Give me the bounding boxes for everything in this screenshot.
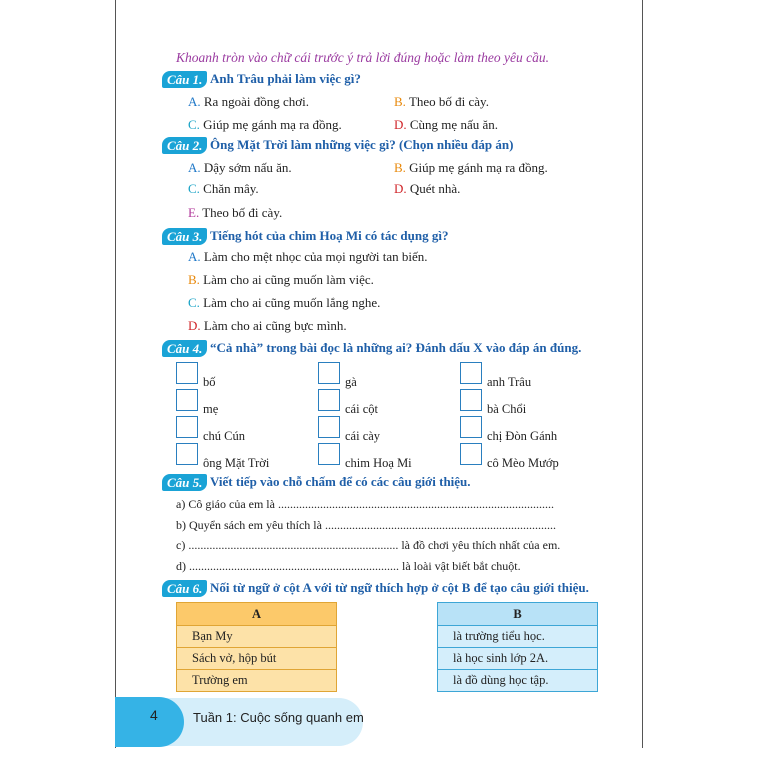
question-4-text: “Cả nhà” trong bài đọc là những ai? Đánh dấu X vào đáp án đúng. <box>210 340 582 355</box>
label-anh-trau: anh Trâu <box>487 375 532 389</box>
q3-option-d[interactable]: D. Làm cho ai cũng bực mình. <box>188 318 347 333</box>
checkbox-bo[interactable] <box>176 362 198 384</box>
page-border-right <box>642 0 643 748</box>
question-6-text: Nối từ ngữ ở cột A với từ ngữ thích hợp ở cột B để tạo câu giới thiệu. <box>210 580 589 595</box>
question-5-text: Viết tiếp vào chỗ chấm để có các câu giới thiệu. <box>210 474 471 489</box>
checkbox-anh-trau[interactable] <box>460 362 482 384</box>
fill-line-c[interactable]: c) ...................................................................... là đồ chơi yêu thích nhất của em. <box>176 538 561 552</box>
column-b-item[interactable]: là đồ dùng học tập. <box>438 670 598 692</box>
checkbox-ba-choi[interactable] <box>460 389 482 411</box>
column-b-item[interactable]: là trường tiểu học. <box>438 626 598 648</box>
q2-option-e[interactable]: E. Theo bố đi cày. <box>188 205 283 220</box>
checkbox-chim-hoa-mi[interactable] <box>318 443 340 465</box>
q1-option-b[interactable]: B. Theo bố đi cày. <box>394 94 489 109</box>
page-border-left <box>115 0 116 748</box>
q1-option-d[interactable]: D. Cùng mẹ nấu ăn. <box>394 117 498 132</box>
checkbox-co-meo-muop[interactable] <box>460 443 482 465</box>
column-a-item[interactable]: Bạn My <box>177 626 337 648</box>
checkbox-me[interactable] <box>176 389 198 411</box>
question-1-tag: Câu 1. <box>162 71 207 88</box>
q2-option-b[interactable]: B. Giúp mẹ gánh mạ ra đồng. <box>394 160 548 175</box>
checkbox-ga[interactable] <box>318 362 340 384</box>
label-chim-hoa-mi: chim Hoạ Mi <box>345 456 412 470</box>
q2-option-d[interactable]: D. Quét nhà. <box>394 181 461 196</box>
checkbox-cai-cay[interactable] <box>318 416 340 438</box>
q2-option-c[interactable]: C. Chăn mây. <box>188 181 259 196</box>
q1-option-a[interactable]: A. Ra ngoài đồng chơi. <box>188 94 309 109</box>
label-ba-choi: bà Chổi <box>487 402 527 416</box>
question-1-text: Anh Trâu phải làm việc gì? <box>210 71 361 86</box>
question-6-tag: Câu 6. <box>162 580 207 597</box>
q3-option-c[interactable]: C. Làm cho ai cũng muốn lắng nghe. <box>188 295 381 310</box>
label-me: mẹ <box>203 402 219 416</box>
footer-title: Tuần 1: Cuộc sống quanh em <box>193 710 364 725</box>
label-ga: gà <box>345 375 357 389</box>
label-bo: bố <box>203 375 216 389</box>
question-4-tag: Câu 4. <box>162 340 207 357</box>
label-ong-mat-troi: ông Mặt Trời <box>203 456 270 470</box>
column-a-table <box>176 602 337 692</box>
fill-line-d[interactable]: d) ...................................................................... là loài vật biết bắt chuột. <box>176 559 521 573</box>
question-5-tag: Câu 5. <box>162 474 207 491</box>
checkbox-ong-mat-troi[interactable] <box>176 443 198 465</box>
label-cai-cay: cái cày <box>345 429 381 443</box>
instruction-text: Khoanh tròn vào chữ cái trước ý trả lời đúng hoặc làm theo yêu cầu. <box>176 50 549 65</box>
column-b-table <box>437 602 598 692</box>
question-2-text: Ông Mặt Trời làm những việc gì? (Chọn nhiều đáp án) <box>210 137 514 152</box>
checkbox-cai-cot[interactable] <box>318 389 340 411</box>
question-2-tag: Câu 2. <box>162 137 207 154</box>
page-number: 4 <box>150 707 158 723</box>
label-co-meo-muop: cô Mèo Mướp <box>487 456 559 470</box>
column-b-header: B <box>438 603 598 626</box>
label-chu-cun: chú Cún <box>203 429 246 443</box>
question-3-text: Tiếng hót của chim Hoạ Mi có tác dụng gì? <box>210 228 449 243</box>
fill-line-a[interactable]: a) Cô giáo của em là ............................................................................................ <box>176 497 554 511</box>
label-cai-cot: cái cột <box>345 402 378 416</box>
checkbox-chu-cun[interactable] <box>176 416 198 438</box>
label-chi-don-ganh: chị Đòn Gánh <box>487 429 558 443</box>
q2-option-a[interactable]: A. Dậy sớm nấu ăn. <box>188 160 292 175</box>
column-a-item[interactable]: Trường em <box>177 670 337 692</box>
column-a-header: A <box>177 603 337 626</box>
q1-option-c[interactable]: C. Giúp mẹ gánh mạ ra đồng. <box>188 117 342 132</box>
column-b-item[interactable]: là học sinh lớp 2A. <box>438 648 598 670</box>
q3-option-a[interactable]: A. Làm cho mệt nhọc của mọi người tan biến. <box>188 249 428 264</box>
column-a-item[interactable]: Sách vở, hộp bút <box>177 648 337 670</box>
fill-line-b[interactable]: b) Quyển sách em yêu thích là ............................................................................. <box>176 518 556 532</box>
question-3-tag: Câu 3. <box>162 228 207 245</box>
q3-option-b[interactable]: B. Làm cho ai cũng muốn làm việc. <box>188 272 374 287</box>
checkbox-chi-don-ganh[interactable] <box>460 416 482 438</box>
